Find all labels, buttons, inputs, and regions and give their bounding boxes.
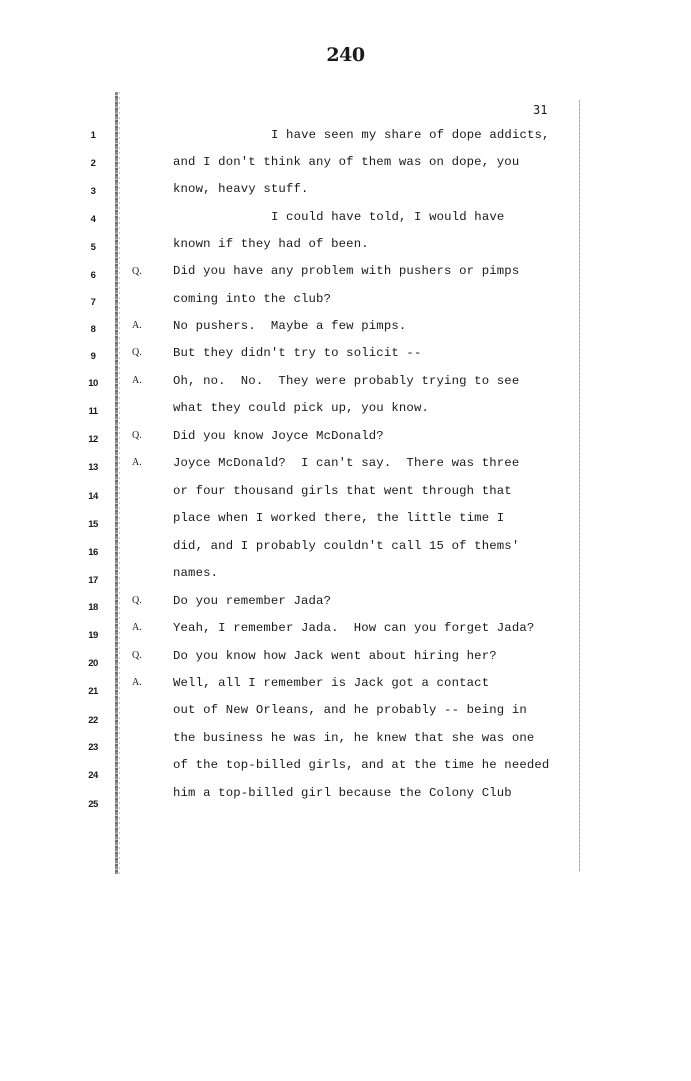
line-number: 10 (88, 378, 98, 389)
transcript-line: But they didn't try to solicit -- (173, 346, 422, 360)
speaker-label: Q. (132, 650, 142, 661)
speaker-label: A. (132, 375, 142, 386)
transcript-line: Do you remember Jada? (173, 594, 332, 608)
line-number: 20 (88, 658, 98, 669)
transcript-line: him a top-billed girl because the Colony Club (173, 786, 512, 800)
speaker-label: A. (132, 320, 142, 331)
transcript-line: Do you know how Jack went about hiring her? (173, 649, 497, 663)
line-number: 25 (88, 799, 98, 810)
line-number: 4 (90, 214, 96, 225)
transcript-line: No pushers. Maybe a few pimps. (173, 319, 407, 333)
left-margin-rule (115, 92, 118, 874)
transcript-line: I have seen my share of dope addicts, (271, 128, 550, 142)
transcript-line: of the top-billed girls, and at the time he needed (173, 758, 550, 772)
line-number: 22 (88, 715, 98, 726)
transcript-line: know, heavy stuff. (173, 182, 309, 196)
transcript-line: did, and I probably couldn't call 15 of thems' (173, 539, 520, 553)
transcript-line: Did you know Joyce McDonald? (173, 429, 384, 443)
transcript-line: Yeah, I remember Jada. How can you forget Jada? (173, 621, 535, 635)
line-number: 19 (88, 630, 98, 641)
transcript-line: the business he was in, he knew that she was one (173, 731, 535, 745)
speaker-label: A. (132, 622, 142, 633)
line-number: 15 (88, 519, 98, 530)
transcript-line: what they could pick up, you know. (173, 401, 429, 415)
line-number: 7 (90, 297, 96, 308)
line-number: 2 (90, 158, 96, 169)
speaker-label: Q. (132, 347, 142, 358)
speaker-label: Q. (132, 266, 142, 277)
line-number: 8 (90, 324, 96, 335)
line-number: 24 (88, 770, 98, 781)
transcript-line: and I don't think any of them was on dope, you (173, 155, 520, 169)
line-number: 6 (90, 270, 96, 281)
transcript-line: Did you have any problem with pushers or pimps (173, 264, 520, 278)
line-number: 5 (90, 242, 96, 253)
line-number: 11 (88, 406, 98, 417)
transcript-line: known if they had of been. (173, 237, 369, 251)
line-number: 13 (88, 462, 98, 473)
line-number: 18 (88, 602, 98, 613)
transcript-line: place when I worked there, the little time I (173, 511, 505, 525)
line-number: 3 (90, 186, 96, 197)
line-number: 17 (88, 575, 98, 586)
line-number: 21 (88, 686, 98, 697)
transcript-line: Oh, no. No. They were probably trying to see (173, 374, 520, 388)
line-number: 9 (90, 351, 96, 362)
line-number: 12 (88, 434, 98, 445)
line-number: 14 (88, 491, 98, 502)
transcript-page-number: 31 (533, 103, 548, 117)
transcript-line: I could have told, I would have (271, 210, 505, 224)
transcript-line: Joyce McDonald? I can't say. There was three (173, 456, 520, 470)
transcript-line: coming into the club? (173, 292, 332, 306)
speaker-label: A. (132, 457, 142, 468)
left-margin-rule-inner (119, 92, 120, 874)
speaker-label: A. (132, 677, 142, 688)
transcript-line: out of New Orleans, and he probably -- being in (173, 703, 527, 717)
transcript-line: Well, all I remember is Jack got a contact (173, 676, 490, 690)
transcript-line: or four thousand girls that went through that (173, 484, 512, 498)
transcript-line: names. (173, 566, 219, 580)
line-number: 1 (90, 130, 96, 141)
speaker-label: Q. (132, 595, 142, 606)
page-number: 240 (326, 44, 365, 66)
speaker-label: Q. (132, 430, 142, 441)
line-number: 23 (88, 742, 98, 753)
right-margin-rule (579, 100, 580, 872)
line-number: 16 (88, 547, 98, 558)
